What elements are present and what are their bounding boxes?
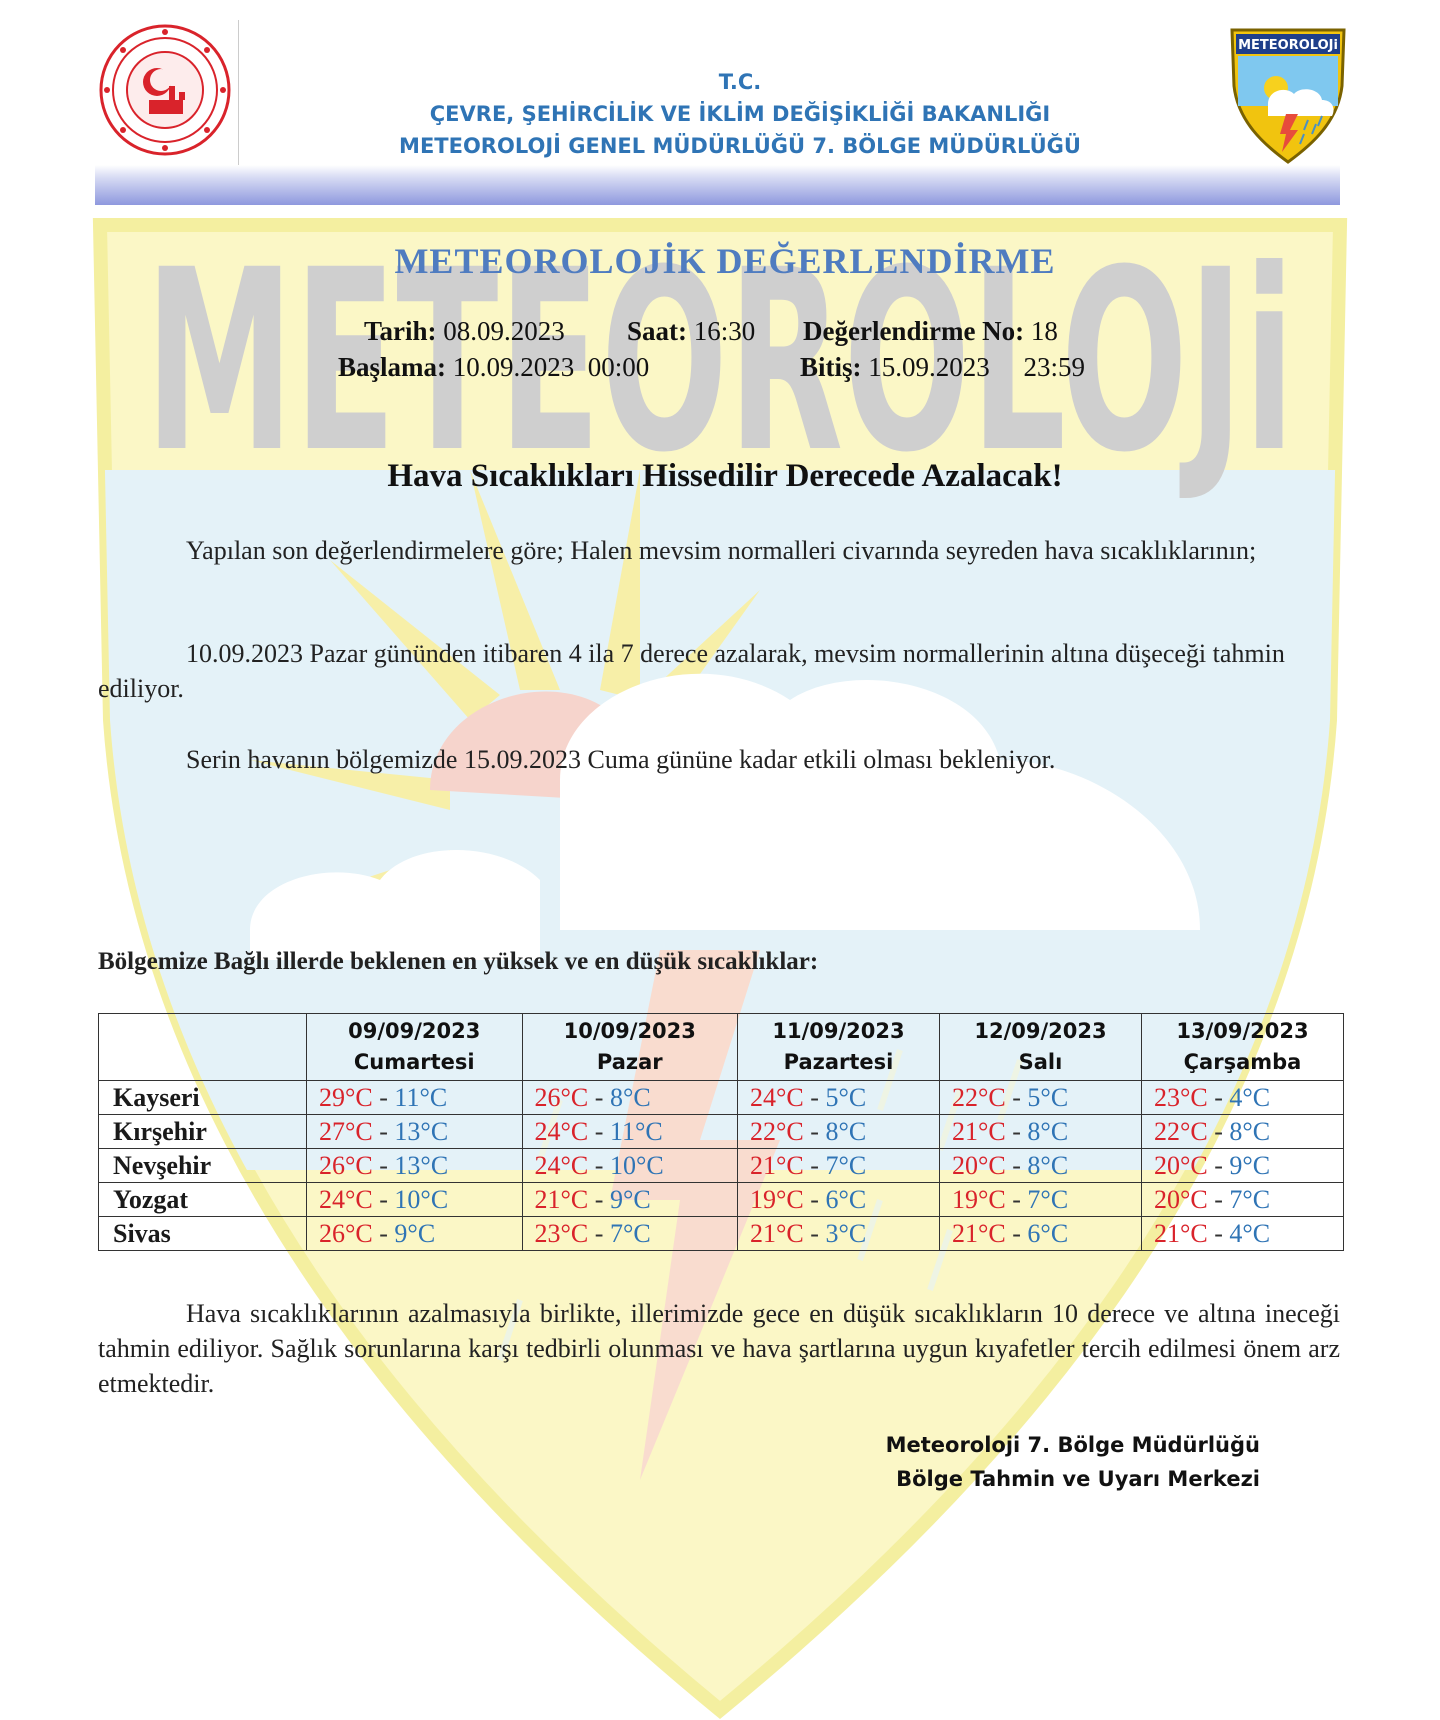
header-band — [95, 165, 1340, 205]
table-row — [99, 1081, 1344, 1115]
max-temperature: 19°C — [750, 1185, 804, 1214]
meteoroloji-logo — [1228, 26, 1348, 164]
temperature-cell — [1141, 1217, 1343, 1251]
header-line-1: T.C. — [718, 70, 762, 94]
meta-tarih-label: Tarih: — [364, 316, 437, 346]
table-caption: Bölgemize Bağlı illerde beklenen en yüksek ve en düşük sıcaklıklar: — [98, 948, 819, 975]
temperature-cell — [522, 1183, 738, 1217]
ministry-seal-icon — [95, 20, 235, 160]
table-row — [99, 1183, 1344, 1217]
max-temperature: 24°C — [534, 1117, 589, 1146]
header-line-2: ÇEVRE, ŞEHİRCİLİK VE İKLİM DEĞİŞİKLİĞİ BAKANLIĞI — [429, 102, 1051, 126]
min-temperature: 8°C — [1027, 1117, 1069, 1146]
svg-text:METEOROLOJi: METEOROLOJi — [145, 216, 1295, 507]
closing-text: Hava sıcaklıklarının azalmasıyla birlikte, illerimizde gece en düşük sıcaklıkların 10 derece ve altına ineceği tahmin ediliyor. Sağlık sorunlarına karşı tedbirli olunması ve hava şartlarına uygun kıyafetler tercih edilmesi önem arz etmektedir. — [98, 1299, 1340, 1398]
meta-tarih-value: 08.09.2023 — [443, 316, 565, 346]
signature-line-2: Bölge Tahmin ve Uyarı Merkezi — [896, 1467, 1260, 1491]
max-temperature: 21°C — [952, 1219, 1006, 1248]
column-date: 12/09/2023 — [974, 1019, 1107, 1043]
signature-block — [800, 1428, 1260, 1496]
max-temperature: 26°C — [534, 1083, 589, 1112]
min-temperature: 5°C — [825, 1083, 867, 1112]
temperature-cell — [522, 1217, 738, 1251]
max-temperature: 23°C — [534, 1219, 589, 1248]
min-temperature: 8°C — [609, 1083, 651, 1112]
column-header — [940, 1014, 1142, 1081]
document-title: METEOROLOJİK DEĞERLENDİRME — [394, 241, 1056, 281]
temperature-separator: - — [1207, 1185, 1230, 1214]
header-empty-cell — [99, 1014, 307, 1081]
column-header — [738, 1014, 940, 1081]
min-temperature: 7°C — [1027, 1185, 1069, 1214]
temperature-separator: - — [588, 1219, 610, 1248]
temperature-separator: - — [803, 1083, 826, 1112]
min-temperature: 10°C — [394, 1185, 449, 1214]
column-day: Pazar — [596, 1050, 663, 1074]
temperature-cell — [940, 1183, 1142, 1217]
meta-bitis-value: 15.09.2023 23:59 — [868, 352, 1086, 382]
closing-paragraph — [98, 1296, 1340, 1401]
city-name: Yozgat — [99, 1183, 307, 1217]
table-row — [99, 1115, 1344, 1149]
temperature-separator: - — [1005, 1083, 1028, 1112]
temperature-separator: - — [803, 1185, 826, 1214]
paragraph-2-text: 10.09.2023 Pazar gününden itibaren 4 ila 7 derece azalarak, mevsim normallerinin altına düşeceği tahmin ediliyor. — [98, 639, 1285, 703]
meta-bitis-label: Bitiş: — [800, 352, 862, 382]
paragraph-3-text: Serin havanın bölgemizde 15.09.2023 Cuma gününe kadar etkili olması bekleniyor. — [186, 745, 1056, 774]
min-temperature: 7°C — [1229, 1185, 1271, 1214]
temperature-separator: - — [1005, 1219, 1028, 1248]
temperature-cell — [1141, 1115, 1343, 1149]
temperature-cell — [940, 1149, 1142, 1183]
temperature-separator: - — [372, 1185, 395, 1214]
svg-text:METEOROLOJi: METEOROLOJi — [1238, 38, 1338, 53]
temperature-cell — [522, 1081, 738, 1115]
temperature-cell — [738, 1081, 940, 1115]
temperature-cell — [940, 1081, 1142, 1115]
temperature-cell — [738, 1183, 940, 1217]
column-header — [522, 1014, 738, 1081]
max-temperature: 22°C — [1153, 1117, 1208, 1146]
temperature-cell — [307, 1149, 523, 1183]
temperature-separator: - — [1207, 1151, 1230, 1180]
min-temperature: 9°C — [394, 1219, 436, 1248]
max-temperature: 23°C — [1153, 1083, 1208, 1112]
min-temperature: 6°C — [1027, 1219, 1069, 1248]
max-temperature: 22°C — [952, 1083, 1006, 1112]
temperature-cell — [1141, 1183, 1343, 1217]
min-temperature: 7°C — [825, 1151, 867, 1180]
temperature-cell — [738, 1149, 940, 1183]
min-temperature: 13°C — [394, 1151, 449, 1180]
column-day: Pazartesi — [783, 1050, 894, 1074]
min-temperature: 8°C — [1229, 1117, 1271, 1146]
city-name: Kayseri — [99, 1081, 307, 1115]
column-date: 11/09/2023 — [772, 1019, 905, 1043]
meta-no — [803, 316, 1058, 347]
column-header — [307, 1014, 523, 1081]
temperature-separator: - — [588, 1151, 610, 1180]
header-institution — [300, 66, 1180, 162]
temperature-separator: - — [1005, 1185, 1028, 1214]
temperature-separator: - — [803, 1117, 826, 1146]
city-name: Nevşehir — [99, 1149, 307, 1183]
temperature-separator: - — [372, 1083, 395, 1112]
paragraph-1 — [98, 533, 1338, 568]
max-temperature: 26°C — [319, 1219, 373, 1248]
paragraph-3 — [98, 742, 1338, 777]
meta-baslama-value: 10.09.2023 00:00 — [452, 352, 650, 382]
meta-tarih — [364, 316, 565, 347]
temperature-separator: - — [1207, 1117, 1230, 1146]
meta-saat-value: 16:30 — [693, 316, 756, 346]
column-date: 10/09/2023 — [563, 1019, 696, 1043]
header-line-3: METEOROLOJİ GENEL MÜDÜRLÜĞÜ 7. BÖLGE MÜDÜRLÜĞÜ — [399, 134, 1081, 158]
min-temperature: 11°C — [394, 1083, 448, 1112]
column-day: Salı — [1018, 1050, 1063, 1074]
min-temperature: 5°C — [1027, 1083, 1069, 1112]
temperature-cell — [522, 1115, 738, 1149]
max-temperature: 20°C — [1153, 1151, 1208, 1180]
header-divider — [238, 20, 239, 165]
meteoroloji-shield-icon — [1228, 26, 1348, 164]
max-temperature: 19°C — [952, 1185, 1006, 1214]
temperature-cell — [307, 1115, 523, 1149]
city-name: Kırşehir — [99, 1115, 307, 1149]
meta-baslama — [338, 352, 649, 383]
temperature-separator: - — [588, 1083, 610, 1112]
ministry-seal-logo — [95, 20, 235, 160]
table-row — [99, 1149, 1344, 1183]
min-temperature: 9°C — [1229, 1151, 1271, 1180]
temperature-cell — [738, 1217, 940, 1251]
temperature-separator: - — [588, 1185, 610, 1214]
column-date: 09/09/2023 — [348, 1019, 481, 1043]
temperature-separator: - — [372, 1151, 395, 1180]
city-name: Sivas — [99, 1217, 307, 1251]
meta-bitis — [800, 352, 1085, 383]
min-temperature: 6°C — [825, 1185, 867, 1214]
max-temperature: 21°C — [952, 1117, 1006, 1146]
temperature-separator: - — [1207, 1083, 1230, 1112]
temperature-separator: - — [1005, 1151, 1028, 1180]
min-temperature: 8°C — [825, 1117, 867, 1146]
min-temperature: 9°C — [609, 1185, 651, 1214]
signature-line-1: Meteoroloji 7. Bölge Müdürlüğü — [885, 1433, 1260, 1457]
temperature-separator: - — [1005, 1117, 1028, 1146]
max-temperature: 22°C — [750, 1117, 804, 1146]
max-temperature: 20°C — [952, 1151, 1006, 1180]
min-temperature: 3°C — [825, 1219, 867, 1248]
temperature-cell — [307, 1217, 523, 1251]
temperature-cell — [307, 1081, 523, 1115]
table-header-row — [99, 1014, 1344, 1081]
temperature-cell — [1141, 1149, 1343, 1183]
min-temperature: 4°C — [1229, 1219, 1271, 1248]
max-temperature: 29°C — [319, 1083, 373, 1112]
meta-baslama-label: Başlama: — [338, 352, 446, 382]
meta-no-value: 18 — [1030, 316, 1058, 346]
column-header — [1141, 1014, 1343, 1081]
column-day: Çarşamba — [1183, 1050, 1302, 1074]
temperature-separator: - — [372, 1219, 395, 1248]
table-row — [99, 1217, 1344, 1251]
meta-no-label: Değerlendirme No: — [803, 316, 1025, 346]
min-temperature: 7°C — [609, 1219, 651, 1248]
max-temperature: 21°C — [1153, 1219, 1208, 1248]
min-temperature: 10°C — [609, 1151, 664, 1180]
max-temperature: 21°C — [750, 1219, 804, 1248]
temperature-separator: - — [803, 1151, 826, 1180]
temperature-separator: - — [372, 1117, 395, 1146]
temperature-cell — [522, 1149, 738, 1183]
headline: Hava Sıcaklıkları Hissedilir Derecede Azalacak! — [387, 458, 1063, 494]
temperature-cell — [307, 1183, 523, 1217]
max-temperature: 24°C — [750, 1083, 804, 1112]
temperature-separator: - — [588, 1117, 610, 1146]
temperature-separator: - — [803, 1219, 826, 1248]
column-date: 13/09/2023 — [1176, 1019, 1309, 1043]
max-temperature: 26°C — [319, 1151, 373, 1180]
temperature-cell — [940, 1217, 1142, 1251]
paragraph-2 — [98, 636, 1338, 706]
meta-saat-label: Saat: — [627, 316, 687, 346]
max-temperature: 20°C — [1153, 1185, 1208, 1214]
max-temperature: 21°C — [534, 1185, 589, 1214]
max-temperature: 24°C — [319, 1185, 373, 1214]
max-temperature: 27°C — [319, 1117, 373, 1146]
min-temperature: 13°C — [394, 1117, 449, 1146]
meta-saat — [627, 316, 755, 347]
temperature-separator: - — [1207, 1219, 1230, 1248]
min-temperature: 4°C — [1229, 1083, 1271, 1112]
paragraph-1-text: Yapılan son değerlendirmelere göre; Halen mevsim normalleri civarında seyreden hava sıcaklıklarının; — [186, 536, 1257, 565]
min-temperature: 8°C — [1027, 1151, 1069, 1180]
temperature-cell — [1141, 1081, 1343, 1115]
column-day: Cumartesi — [353, 1050, 475, 1074]
temperature-table — [98, 1013, 1344, 1251]
temperature-cell — [738, 1115, 940, 1149]
max-temperature: 24°C — [534, 1151, 589, 1180]
min-temperature: 11°C — [609, 1117, 663, 1146]
temperature-cell — [940, 1115, 1142, 1149]
max-temperature: 21°C — [750, 1151, 804, 1180]
